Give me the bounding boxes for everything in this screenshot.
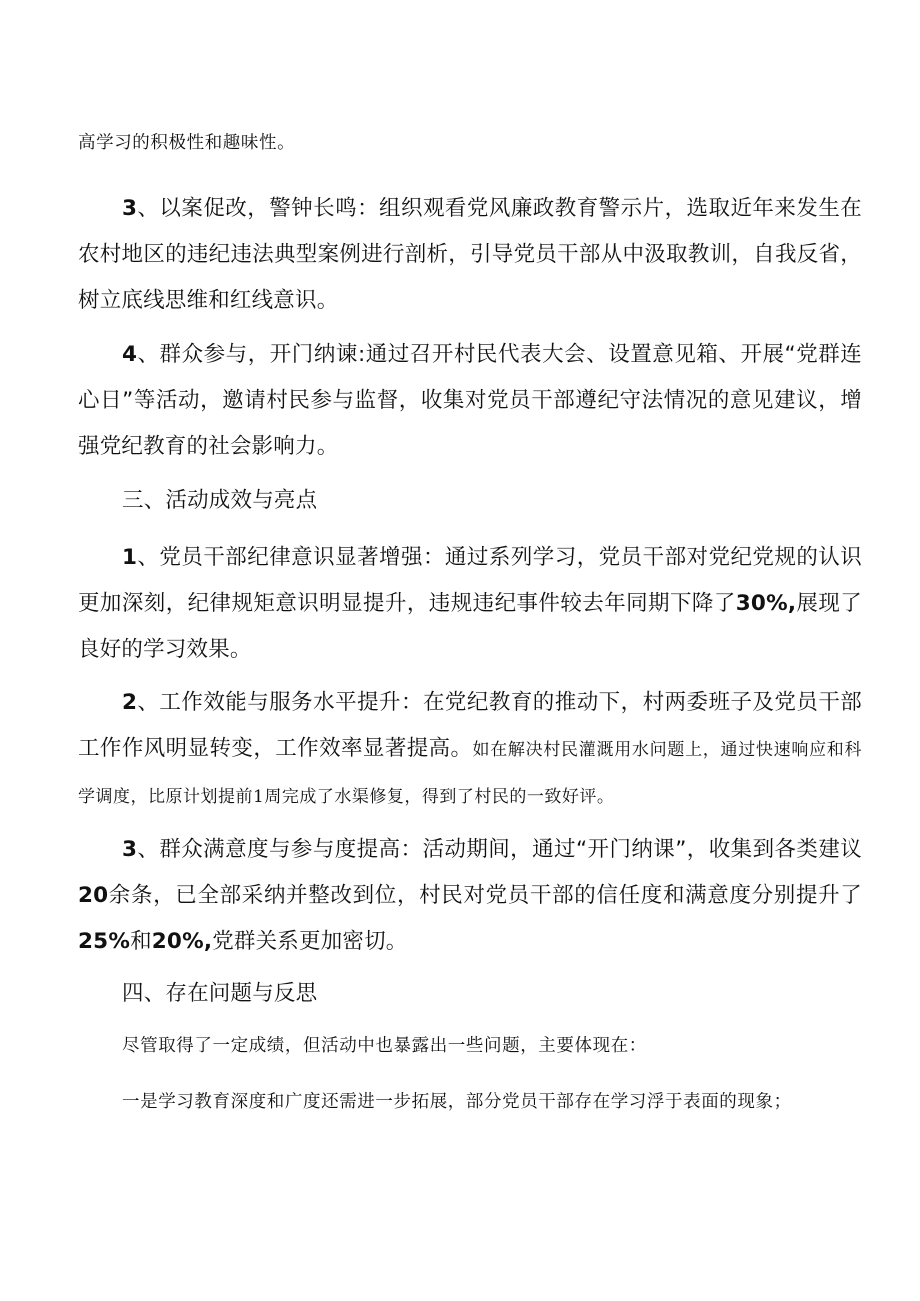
item-number: 1 (122, 545, 138, 570)
section-heading-results: 三、活动成效与亮点 (122, 488, 318, 513)
paragraph-text: 余条，已全部采纳并整改到位，村民对党员干部的信任度和满意度分别提升了 (108, 883, 862, 908)
paragraph-text: 展现了良好的学习效果。 (78, 591, 862, 662)
paragraph-discipline-awareness (78, 535, 862, 673)
item-number: 2 (122, 690, 138, 715)
paragraph-text: 、以案促改，警钟长鸣：组织观看党风廉政教育警示片，选取近年来发生在农村地区的违纪违法典型案例进行剖析，引导党员干部从中汲取教训，自我反省，树立底线思维和红线意识。 (78, 196, 862, 313)
paragraph-satisfaction (78, 827, 862, 965)
paragraph-text: 、党员干部纪律意识显著增强：通过系列学习，党员干部对党纪党规的认识更加深刻，纪律规矩意识明显提升，违规违纪事件较去年同期下降了 (78, 545, 862, 616)
paragraph-continuation: 高学习的积极性和趣味性。 (78, 133, 296, 153)
section-heading-problems: 四、存在问题与反思 (122, 981, 318, 1006)
paragraph-text: 、群众满意度与参与度提高：活动期间，通过“开门纳课”，收集到各类建议 (137, 837, 862, 862)
item-number: 4 (122, 342, 138, 367)
paragraph-example-text: 如在解决村民灌溉用水问题上，通过快速响应和科学调度，比原计划提前1周完成了水渠修复，得到了村民的一致好评。 (78, 740, 863, 807)
paragraph-text: 党群关系更加密切。 (212, 929, 408, 954)
percentage-value: 20%, (151, 929, 213, 954)
paragraph-problems-intro: 尽管取得了一定成绩，但活动中也暴露出一些问题，主要体现在： (122, 1036, 647, 1056)
item-number: 3 (122, 837, 138, 862)
item-number: 3 (122, 196, 138, 221)
paragraph-public-participation (78, 332, 862, 470)
paragraph-work-efficiency (78, 680, 862, 820)
percentage-value: 25% (78, 929, 131, 954)
paragraph-text: 和 (130, 929, 152, 954)
paragraph-text: 、群众参与，开门纳谏:通过召开村民代表大会、设置意见箱、开展“党群连心日”等活动，邀请村民参与监督，收集对党员干部遵纪守法情况的意见建议，增强党纪教育的社会影响力。 (78, 342, 862, 459)
count-value: 20 (78, 883, 109, 908)
percentage-value: 30%, (735, 591, 797, 616)
paragraph-case-reform (78, 186, 862, 324)
paragraph-text: 、工作效能与服务水平提升：在党纪教育的推动下，村两委班子及党员干部工作作风明显转变，工作效率显著提高。 (78, 690, 862, 761)
paragraph-problem-one: 一是学习教育深度和广度还需进一步拓展，部分党员干部存在学习浮于表面的现象； (122, 1092, 792, 1112)
